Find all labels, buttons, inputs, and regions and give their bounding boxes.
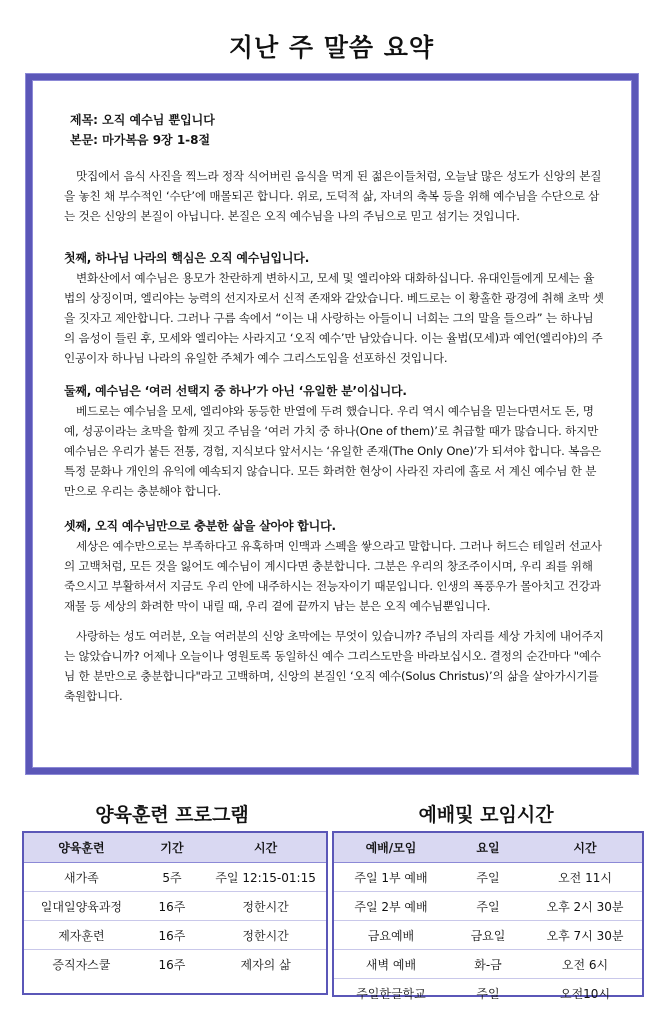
- table-cell: 금요예배: [334, 921, 448, 950]
- training-table: [22, 831, 328, 995]
- table-cell: 화-금: [448, 950, 528, 979]
- table-cell: 오전 6시: [528, 950, 642, 979]
- table-cell: 주일 12:15-01:15: [205, 863, 326, 892]
- table-cell: 5주: [139, 863, 205, 892]
- table-cell: 16주: [139, 892, 205, 921]
- sermon-closing: [64, 626, 604, 706]
- table-cell: 제자훈련: [24, 921, 139, 950]
- sermon-summary-frame: [26, 74, 638, 774]
- point-1-body: 변화산에서 예수님은 용모가 찬란하게 변하시고, 모세 및 엘리야와 대화하십니다. 유대인들에게 모세는 율법의 상징이며, 엘리야는 능력의 선지자로서 신적 존재와 같았습니다. 베드로는 이 황홀한 광경에 취해 초막 셋을 짓자고 제안합니다. 그러나 구름 속에서 “이는 내 사랑하는 아들이니 너희는 그의 말을 들으라” 는 하나님의 음성이 들린 후, 모세와 엘리야는 사라지고 ‘오직 예수’만 남았습니다. 이는 율법(모세)과 예언(엘리야)의 주인공이자 하나님 나라의 유일한 주체가 예수 그리스도임을 선포하신 것입니다.: [64, 271, 604, 365]
- worship-table: [332, 831, 644, 1001]
- sermon-title: 제목: 오직 예수님 뿐입니다: [70, 113, 215, 127]
- sermon-point-1: [64, 248, 604, 368]
- training-section-title: 양육훈련 프로그램: [95, 804, 249, 826]
- column-header: 기간: [139, 833, 205, 863]
- point-3-heading: 셋째, 오직 예수님만으로 충분한 삶을 살아야 합니다.: [64, 519, 336, 533]
- table-row: [24, 950, 326, 979]
- table-row: [24, 921, 326, 950]
- table-header-row: [24, 833, 326, 863]
- table-cell: 주일: [448, 892, 528, 921]
- table-cell: 오후 7시 30분: [528, 921, 642, 950]
- table-cell: 정한시간: [205, 892, 326, 921]
- table-cell: 새가족: [24, 863, 139, 892]
- column-header: 요일: [448, 833, 528, 863]
- sermon-meta: [70, 110, 215, 150]
- point-1-heading: 첫째, 하나님 나라의 핵심은 오직 예수님입니다.: [64, 251, 310, 265]
- point-2-body: 베드로는 예수님을 모세, 엘리야와 동등한 반열에 두려 했습니다. 우리 역시 예수님을 믿는다면서도 돈, 명예, 성공이라는 초막을 함께 짓고 주님을 ‘여러 가치 중 하나(One of them)’로 취급할 때가 많습니다. 하지만 예수님은 우리가 붙든 전통, 경험, 지식보다 앞서시는 ‘유일한 존재(The Only One)’가 되셔야 합니다. 복음은 특정 문화나 개인의 유익에 예속되지 않습니다. 모든 화려한 현상이 사라진 자리에 홀로 서 계신 예수님 한 분만으로 우리는 충분해야 합니다.: [64, 404, 602, 498]
- table-row: [24, 863, 326, 892]
- column-header: 시간: [205, 833, 326, 863]
- table-cell: 새벽 예배: [334, 950, 448, 979]
- table-cell: 주일 2부 예배: [334, 892, 448, 921]
- table-cell: 일대일양육과정: [24, 892, 139, 921]
- table-cell: 오전 11시: [528, 863, 642, 892]
- sermon-intro: [64, 166, 604, 226]
- table-cell: 정한시간: [205, 921, 326, 950]
- table-cell: 금요일: [448, 921, 528, 950]
- column-header: 예배/모임: [334, 833, 448, 863]
- table-cell: 주일: [448, 863, 528, 892]
- point-3-body: 세상은 예수만으로는 부족하다고 유혹하며 인맥과 스펙을 쌓으라고 말합니다. 그러나 허드슨 테일러 선교사의 고백처럼, 모든 것을 잃어도 예수님이 계시다면 충분합니다. 그분은 우리의 창조주이시며, 우리 죄를 위해 죽으시고 부활하셔서 지금도 우리 안에 내주하시는 전능자이기 때문입니다. 인생의 폭풍우가 몰아치고 건강과 재물 등 세상의 화려한 막이 내릴 때, 우리 곁에 끝까지 남는 분은 오직 예수님뿐입니다.: [64, 539, 602, 613]
- table-header-row: [334, 833, 642, 863]
- table-row: [334, 863, 642, 892]
- table-cell: 오후 2시 30분: [528, 892, 642, 921]
- column-header: 양육훈련: [24, 833, 139, 863]
- table-row: [334, 950, 642, 979]
- table-cell: 주일 1부 예배: [334, 863, 448, 892]
- table-cell: 증직자스쿨: [52, 957, 111, 972]
- table-cell: 16주: [158, 957, 186, 972]
- table-cell: 제자의 삶: [240, 957, 291, 972]
- worship-section-title: 예배및 모임시간: [418, 804, 554, 826]
- sermon-point-2: [64, 381, 604, 501]
- sermon-passage: 본문: 마가복음 9장 1-8절: [70, 133, 211, 147]
- page-title: 지난 주 말씀 요약: [228, 33, 435, 62]
- closing-text: 사랑하는 성도 여러분, 오늘 여러분의 신앙 초막에는 무엇이 있습니까? 주님의 자리를 세상 가치에 내어주지는 않았습니까? 어제나 오늘이나 영원토록 동일하신 예수 그리스도만을 바라보십시오. 결정의 순간마다 "예수님 한 분만으로 충분합니다"라고 고백하며, 신앙의 본질인 ‘오직 예수(Solus Christus)’의 삶을 살아가시기를 축원합니다.: [64, 629, 604, 703]
- sermon-point-3: [64, 516, 604, 616]
- table-row: [334, 892, 642, 921]
- point-2-heading: 둘째, 예수님은 ‘여러 선택지 중 하나’가 아닌 ‘유일한 분’이십니다.: [64, 384, 407, 398]
- column-header: 시간: [528, 833, 642, 863]
- table-row: [24, 892, 326, 921]
- table-row: [334, 921, 642, 950]
- intro-text: 맛집에서 음식 사진을 찍느라 정작 식어버린 음식을 먹게 된 젊은이들처럼, 오늘날 많은 성도가 신앙의 본질을 놓친 채 부수적인 ‘수단’에 매몰되곤 합니다. 위로, 도덕적 삶, 자녀의 축복 등을 위해 예수님을 수단으로 삼는 것은 신앙의 본질이 아닙니다. 본질은 오직 예수님을 나의 주님으로 믿고 섬기는 것입니다.: [64, 169, 602, 223]
- table-cell: 주일한글학교: [356, 986, 426, 1001]
- table-cell: 16주: [139, 921, 205, 950]
- table-cell: 오전10시: [559, 986, 611, 1001]
- table-row: [334, 979, 642, 1008]
- table-cell: 주일: [476, 986, 500, 1001]
